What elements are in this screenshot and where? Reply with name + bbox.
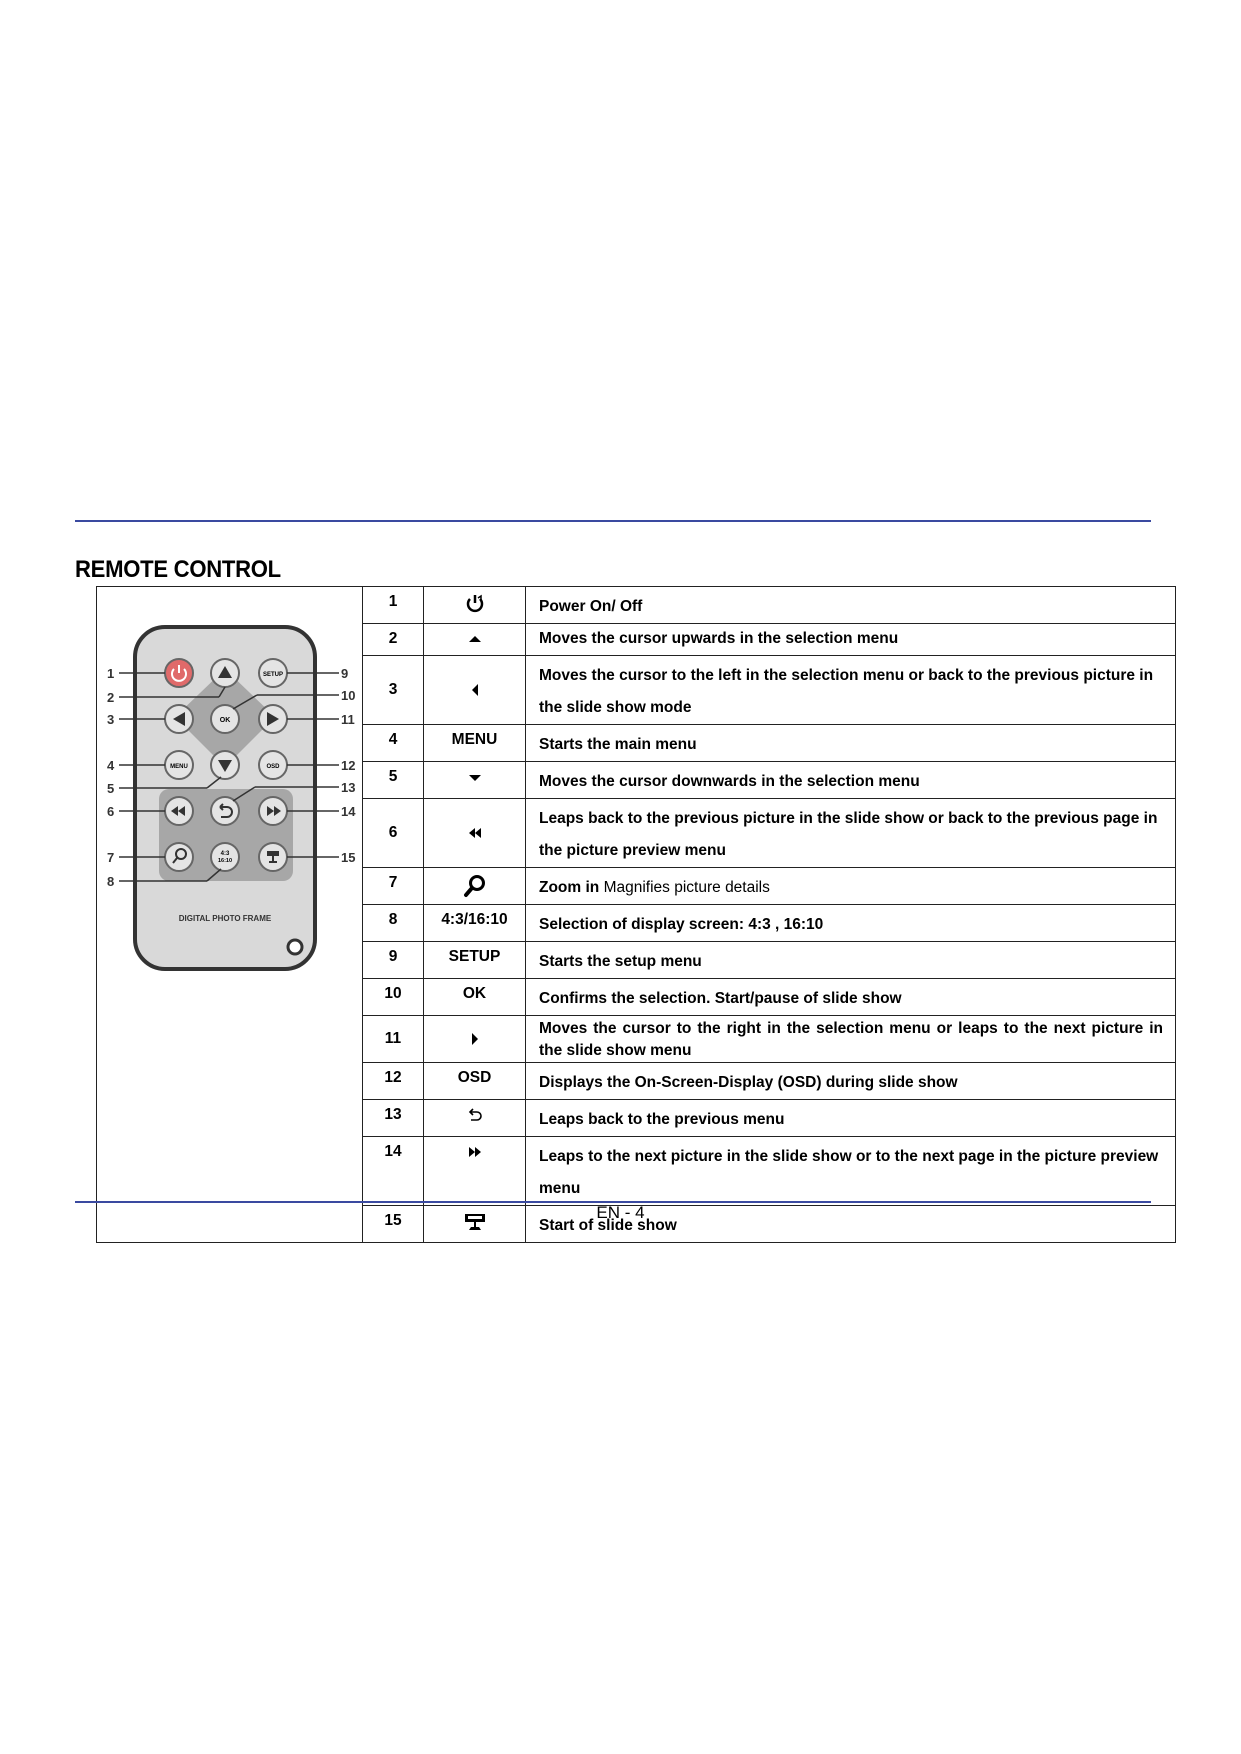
callout-13: 13 — [341, 780, 356, 795]
row-description: Leaps to the next picture in the slide show or to the next page in the picture preview menu — [526, 1137, 1176, 1206]
row-number: 14 — [363, 1137, 424, 1206]
right-triangle-icon — [468, 1032, 482, 1046]
row-number: 4 — [363, 725, 424, 762]
page-title: REMOTE CONTROL — [75, 556, 281, 583]
setup-button-label: SETUP — [262, 672, 284, 678]
return-button — [211, 797, 239, 825]
power-icon — [464, 593, 486, 615]
remote-control-image — [97, 587, 362, 987]
row-number: 9 — [363, 942, 424, 979]
ok-button-label: OK — [219, 717, 231, 724]
row-symbol: OK — [424, 979, 526, 1016]
page-number: EN - 4 — [596, 1203, 645, 1222]
callout-14: 14 — [341, 804, 356, 819]
row-symbol — [424, 1016, 526, 1063]
callout-8: 8 — [107, 874, 115, 889]
row-symbol — [424, 1137, 526, 1206]
row-symbol: 4:3/16:10 — [424, 905, 526, 942]
row-description: Leaps back to the previous menu — [526, 1100, 1176, 1137]
callout-7: 7 — [107, 850, 115, 865]
row-symbol — [424, 587, 526, 624]
row-description: Moves the cursor downwards in the selection menu — [526, 762, 1176, 799]
up-triangle-icon — [468, 632, 482, 646]
row-symbol — [424, 1100, 526, 1137]
zoom-in-label: Zoom in — [539, 879, 600, 896]
callout-1: 1 — [107, 666, 115, 681]
callout-2: 2 — [107, 690, 115, 705]
row-number: 12 — [363, 1063, 424, 1100]
row-description: Leaps back to the previous picture in the slide show or back to the previous page in the picture preview menu — [526, 799, 1176, 868]
row-description — [526, 868, 1176, 905]
callout-3: 3 — [107, 712, 115, 727]
callout-11: 11 — [341, 712, 355, 727]
row-description: Moves the cursor to the left in the selection menu or back to the previous picture in the slide show mode — [526, 656, 1176, 725]
row-symbol — [424, 762, 526, 799]
zoom-button — [165, 843, 193, 871]
row-number: 3 — [363, 656, 424, 725]
row-number: 7 — [363, 868, 424, 905]
row-number: 5 — [363, 762, 424, 799]
remote-image-cell — [97, 587, 363, 1243]
row-description: Moves the cursor to the right in the selection menu or leaps to the next picture in the slide show menu — [526, 1016, 1176, 1063]
callout-10: 10 — [341, 688, 356, 703]
remote-hole — [288, 940, 302, 954]
remote-illustration — [97, 587, 362, 987]
row-description: Start of slide show — [526, 1206, 1176, 1243]
down-triangle-icon — [468, 770, 482, 784]
row-symbol: OSD — [424, 1063, 526, 1100]
row-symbol: MENU — [424, 725, 526, 762]
remote-control-table — [96, 586, 1176, 1243]
callout-15: 15 — [341, 850, 356, 865]
row-number: 13 — [363, 1100, 424, 1137]
row-description: Confirms the selection. Start/pause of slide show — [526, 979, 1176, 1016]
return-icon — [467, 1108, 483, 1122]
callout-9: 9 — [341, 666, 349, 681]
row-description: Selection of display screen: 4:3 , 16:10 — [526, 905, 1176, 942]
row-number: 10 — [363, 979, 424, 1016]
zoom-in-detail: Magnifies picture details — [603, 879, 770, 896]
row-number: 11 — [363, 1016, 424, 1063]
row-description: Moves the cursor upwards in the selection menu — [526, 624, 1176, 656]
callout-12: 12 — [341, 758, 356, 773]
row-number: 1 — [363, 587, 424, 624]
row-description: Power On/ Off — [526, 587, 1176, 624]
osd-button-label: OSD — [266, 764, 280, 770]
row-number: 6 — [363, 799, 424, 868]
menu-button-label: MENU — [170, 764, 188, 770]
row-number: 8 — [363, 905, 424, 942]
row-number: 15 — [363, 1206, 424, 1243]
row-symbol — [424, 868, 526, 905]
row-symbol — [424, 799, 526, 868]
remote-brand-text: DIGITAL PHOTO FRAME — [178, 914, 272, 923]
row-symbol — [424, 624, 526, 656]
row-symbol: SETUP — [424, 942, 526, 979]
rewind-icon — [467, 826, 483, 840]
aspect-button-label-bottom: 16:10 — [217, 858, 233, 864]
row-description: Displays the On-Screen-Display (OSD) during slide show — [526, 1063, 1176, 1100]
row-description: Starts the setup menu — [526, 942, 1176, 979]
row-number: 2 — [363, 624, 424, 656]
fast-forward-icon — [467, 1145, 483, 1159]
callout-5: 5 — [107, 781, 115, 796]
table-row — [97, 587, 1176, 624]
header-rule — [75, 520, 1151, 522]
callout-6: 6 — [107, 804, 115, 819]
row-symbol — [424, 656, 526, 725]
left-triangle-icon — [468, 683, 482, 697]
row-description: Starts the main menu — [526, 725, 1176, 762]
aspect-button-label-top: 4:3 — [220, 851, 230, 857]
zoom-icon — [463, 874, 487, 898]
callout-4: 4 — [107, 758, 115, 773]
aspect-button — [211, 843, 239, 871]
